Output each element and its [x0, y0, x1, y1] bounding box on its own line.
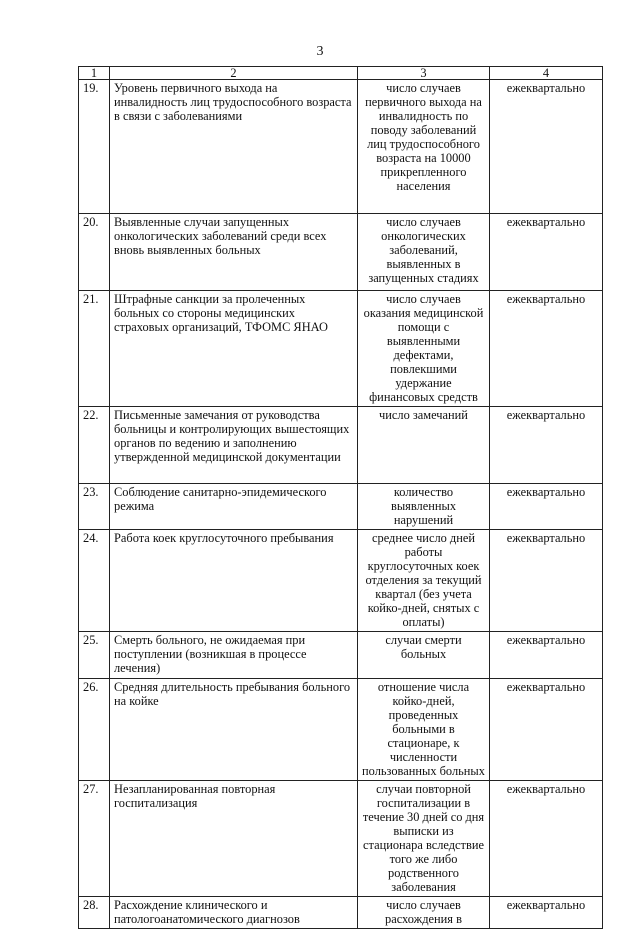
table-row — [79, 897, 603, 929]
frequency-cell: ежеквартально — [490, 407, 603, 484]
table-row — [79, 530, 603, 632]
table-row — [79, 407, 603, 484]
indicator-cell: Смерть больного, не ожидаемая при поступлении (возникшая в процессе лечения) — [110, 632, 358, 679]
row-number: 24. — [79, 530, 110, 632]
indicator-cell: Письменные замечания от руководства больницы и контролирующих вышестоящих органов по ведению и заполнению утвержденной медицинской документации — [110, 407, 358, 484]
table-row — [79, 679, 603, 781]
table-row — [79, 80, 603, 214]
row-number: 22. — [79, 407, 110, 484]
criterion-cell: количество выявленных нарушений — [358, 484, 490, 530]
column-header-4: 4 — [490, 67, 603, 80]
column-header-2: 2 — [110, 67, 358, 80]
row-number: 26. — [79, 679, 110, 781]
indicator-cell: Работа коек круглосуточного пребывания — [110, 530, 358, 632]
table-row — [79, 781, 603, 897]
table-row — [79, 632, 603, 679]
frequency-cell: ежеквартально — [490, 214, 603, 291]
frequency-cell: ежеквартально — [490, 530, 603, 632]
criterion-cell: число случаев расхождения в — [358, 897, 490, 929]
column-header-3: 3 — [358, 67, 490, 80]
criterion-cell: случаи смерти больных — [358, 632, 490, 679]
frequency-cell: ежеквартально — [490, 679, 603, 781]
row-number: 25. — [79, 632, 110, 679]
frequency-cell: ежеквартально — [490, 632, 603, 679]
row-number: 19. — [79, 80, 110, 214]
criterion-cell: случаи повторной госпитализации в течение 30 дней со дня выписки из стационара вследствие того же либо родственного заболевания — [358, 781, 490, 897]
frequency-cell: ежеквартально — [490, 291, 603, 407]
column-header-1: 1 — [79, 67, 110, 80]
row-number: 27. — [79, 781, 110, 897]
table-row — [79, 291, 603, 407]
indicator-cell: Выявленные случаи запущенных онкологических заболеваний среди всех вновь выявленных больных — [110, 214, 358, 291]
frequency-cell: ежеквартально — [490, 484, 603, 530]
row-number: 23. — [79, 484, 110, 530]
indicator-cell: Средняя длительность пребывания больного на койке — [110, 679, 358, 781]
indicator-cell: Незапланированная повторная госпитализация — [110, 781, 358, 897]
row-number: 28. — [79, 897, 110, 929]
criterion-cell: отношение числа койко-дней, проведенных больными в стационаре, к численности пользованных больных — [358, 679, 490, 781]
page-number: 3 — [316, 44, 324, 59]
row-number: 20. — [79, 214, 110, 291]
indicator-cell: Расхождение клинического и патологоанатомического диагнозов — [110, 897, 358, 929]
table-row — [79, 484, 603, 530]
indicator-cell: Штрафные санкции за пролеченных больных со стороны медицинских страховых организаций, ТФОМС ЯНАО — [110, 291, 358, 407]
table-header-row — [79, 67, 603, 80]
frequency-cell: ежеквартально — [490, 897, 603, 929]
indicator-cell: Уровень первичного выхода на инвалидность лиц трудоспособного возраста в связи с заболеваниями — [110, 80, 358, 214]
row-number: 21. — [79, 291, 110, 407]
indicator-cell: Соблюдение санитарно-эпидемического режима — [110, 484, 358, 530]
criterion-cell: число случаев онкологических заболеваний, выявленных в запущенных стадиях — [358, 214, 490, 291]
criterion-cell: число случаев оказания медицинской помощи с выявленными дефектами, повлекшими удержание финансовых средств — [358, 291, 490, 407]
frequency-cell: ежеквартально — [490, 80, 603, 214]
criterion-cell: число замечаний — [358, 407, 490, 484]
frequency-cell: ежеквартально — [490, 781, 603, 897]
criterion-cell: среднее число дней работы круглосуточных коек отделения за текущий квартал (без учета койко-дней, снятых с оплаты) — [358, 530, 490, 632]
criterion-cell: число случаев первичного выхода на инвалидность по поводу заболеваний лиц трудоспособного возраста на 10000 прикрепленного населения — [358, 80, 490, 214]
table-row — [79, 214, 603, 291]
indicators-table — [78, 66, 603, 929]
